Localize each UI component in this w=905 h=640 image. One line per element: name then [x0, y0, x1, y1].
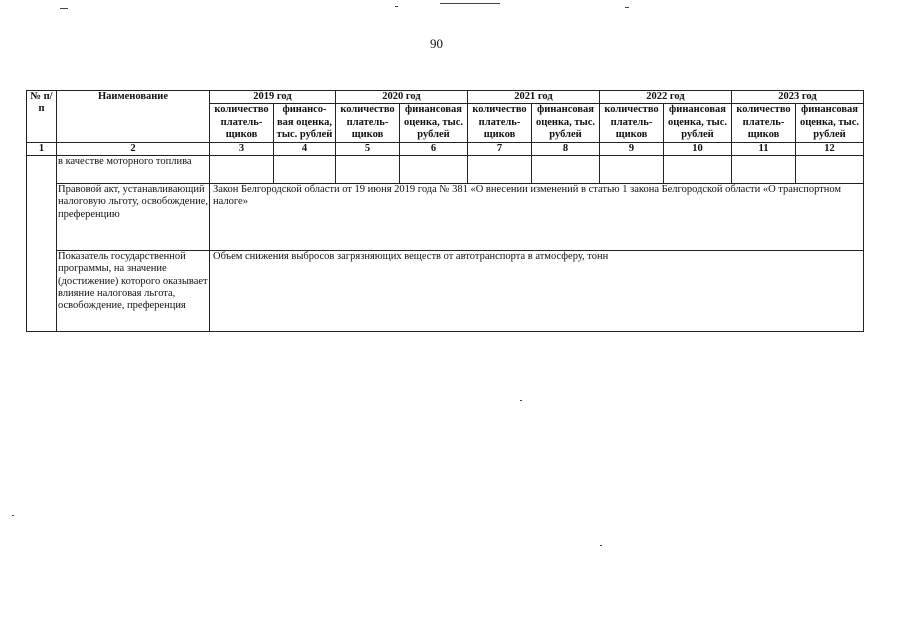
row-name-cell: Показатель государственной программы, на значение (достижение) которого оказывает влияние налоговая льгота, освобождение, преференция — [57, 250, 210, 331]
col-number: 7 — [468, 142, 532, 155]
col-number: 2 — [57, 142, 210, 155]
header-year-2020: 2020 год — [336, 91, 468, 104]
header-year-2023: 2023 год — [732, 91, 864, 104]
scan-speck — [440, 3, 500, 4]
empty-cell — [664, 155, 732, 183]
row-name-cell: Правовой акт, устанавливающий налоговую льготу, освобождение, преференцию — [57, 183, 210, 250]
scan-speck — [625, 7, 629, 8]
empty-cell — [600, 155, 664, 183]
header-sub-count-2019: количество платель-щиков — [210, 104, 274, 142]
header-sub-finance-2020: финансовая оценка, тыс. рублей — [400, 104, 468, 142]
program-indicator-value: Объем снижения выбросов загрязняющих веществ от автотранспорта в атмосферу, тонн — [210, 250, 864, 331]
header-sub-finance-2023: финансовая оценка, тыс. рублей — [796, 104, 864, 142]
empty-cell — [274, 155, 336, 183]
header-year-2019: 2019 год — [210, 91, 336, 104]
header-sub-count-2022: количество платель-щиков — [600, 104, 664, 142]
scan-speck — [395, 6, 398, 7]
table-row — [27, 155, 864, 183]
header-sub-count-2023: количество платель-щиков — [732, 104, 796, 142]
header-sub-finance-2021: финансовая оценка, тыс. рублей — [532, 104, 600, 142]
col-number: 6 — [400, 142, 468, 155]
col-number: 8 — [532, 142, 600, 155]
header-year-2022: 2022 год — [600, 91, 732, 104]
header-sub-count-2020: количество платель-щиков — [336, 104, 400, 142]
table-row — [27, 183, 864, 250]
col-number: 4 — [274, 142, 336, 155]
col-number: 11 — [732, 142, 796, 155]
col-number: 1 — [27, 142, 57, 155]
header-year-2021: 2021 год — [468, 91, 600, 104]
empty-cell — [532, 155, 600, 183]
column-number-row — [27, 142, 864, 155]
header-sub-finance-2019: финансо-вая оценка, тыс. рублей — [274, 104, 336, 142]
table-row — [27, 250, 864, 331]
page-number: 90 — [430, 36, 443, 51]
empty-cell — [796, 155, 864, 183]
col-number: 3 — [210, 142, 274, 155]
scan-speck — [12, 515, 14, 516]
header-sub-finance-2022: финансовая оценка, тыс. рублей — [664, 104, 732, 142]
empty-cell — [210, 155, 274, 183]
header-row-years — [27, 91, 864, 104]
row-name-cell: в качестве моторного топлива — [57, 155, 210, 183]
tax-benefit-table — [26, 90, 864, 332]
empty-cell — [468, 155, 532, 183]
legal-act-value: Закон Белгородской области от 19 июня 2019 года № 381 «О внесении изменений в статью 1 закона Белгородской области «О транспортном налоге» — [210, 183, 864, 250]
empty-cell — [732, 155, 796, 183]
scan-speck — [60, 8, 68, 9]
col-number: 12 — [796, 142, 864, 155]
header-sub-count-2021: количество платель-щиков — [468, 104, 532, 142]
header-num: № п/п — [27, 91, 57, 143]
col-number: 10 — [664, 142, 732, 155]
row-num-cell — [27, 155, 57, 331]
scan-speck — [520, 400, 522, 401]
empty-cell — [336, 155, 400, 183]
header-name: Наименование — [57, 91, 210, 143]
scan-speck — [600, 545, 602, 546]
col-number: 5 — [336, 142, 400, 155]
col-number: 9 — [600, 142, 664, 155]
empty-cell — [400, 155, 468, 183]
